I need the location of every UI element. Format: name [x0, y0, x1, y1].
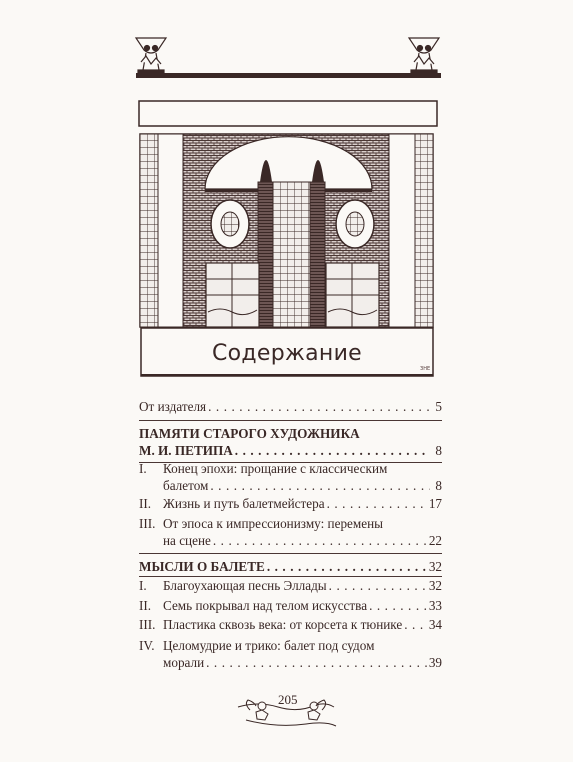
toc-entry-cont[interactable]: морали . . . 39: [139, 654, 442, 672]
toc-entry-publisher[interactable]: [139, 398, 442, 416]
toc-entry-cont[interactable]: балетом . . . 8: [139, 477, 442, 495]
toc-entry[interactable]: III. От эпоса к импрессионизму: перемены: [139, 516, 384, 531]
toc-section-1-title[interactable]: ПАМЯТИ СТАРОГО ХУДОЖНИКА: [139, 426, 360, 441]
page-title: Содержание: [211, 340, 363, 366]
toc-entry[interactable]: II. Семь покрывал над телом искусства . . . 33: [139, 597, 442, 615]
page-number: 205: [278, 692, 298, 707]
right-vase-icon: [409, 38, 439, 73]
toc-entry-cont[interactable]: на сцене . . . 22: [139, 532, 442, 550]
toc-entry-page: 8: [435, 443, 442, 458]
toc-entry[interactable]: II. Жизнь и путь балетмейстера . . . 17: [139, 495, 442, 513]
toc-entry[interactable]: I. Конец эпохи: прощание с классическим: [139, 461, 388, 476]
toc-entry-label: От издателя: [139, 399, 207, 414]
divider: [139, 576, 442, 577]
toc-entry[interactable]: IV. Целомудрие и трико: балет под судом: [139, 638, 375, 653]
toc-section-2-title[interactable]: МЫСЛИ О БАЛЕТЕ . . . 32: [139, 558, 442, 576]
toc-entry[interactable]: I. Благоухающая песнь Эллады . . . 32: [139, 577, 442, 595]
toc-entry-page: 5: [435, 399, 442, 414]
divider: [139, 553, 442, 554]
toc-entry[interactable]: III. Пластика сквозь века: от корсета к тюнике . . . 34: [139, 616, 442, 634]
toc-section-1-title-line2[interactable]: М. И. ПЕТИПА . . . 8: [139, 442, 442, 460]
left-vase-icon: [136, 38, 166, 73]
artist-signature: ЗНЕ: [420, 366, 431, 372]
divider: [139, 462, 442, 463]
divider: [139, 420, 442, 421]
